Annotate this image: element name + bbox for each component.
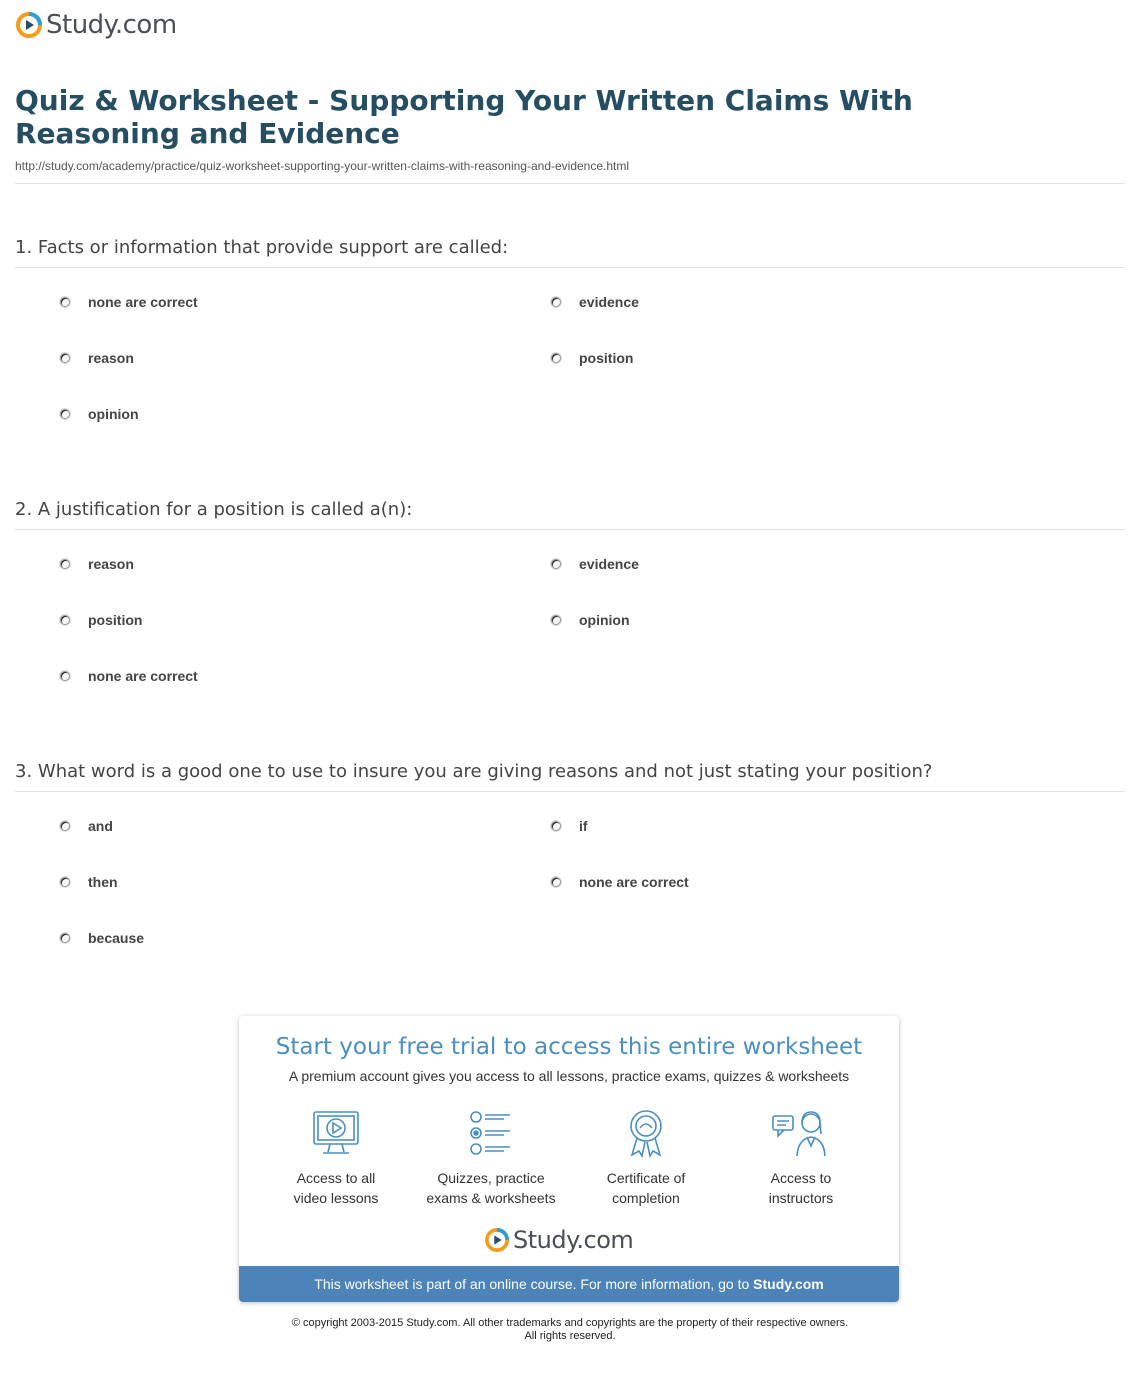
radio-button[interactable] xyxy=(60,821,70,831)
course-info-text: This worksheet is part of an online course. For more information, go to xyxy=(314,1276,754,1292)
free-trial-card xyxy=(239,1016,899,1302)
instructor-icon xyxy=(771,1108,831,1158)
copyright: © copyright 2003-2015 Study.com. All other trademarks and copyrights are the property of their respective owners. All rights reserved. xyxy=(291,1317,849,1342)
feature-label: Access to instructors xyxy=(768,1170,834,1206)
question-2-text: 2. A justification for a position is called a(n): xyxy=(15,499,413,520)
study-logo-text: Study.com xyxy=(513,1226,634,1254)
answer-option[interactable]: none are correct xyxy=(60,668,198,684)
free-trial-subtitle: A premium account gives you access to all lessons, practice exams, quizzes & worksheets xyxy=(288,1068,850,1084)
study-logo-text: Study.com xyxy=(46,10,177,40)
radio-button[interactable] xyxy=(60,409,70,419)
feature-certificate xyxy=(571,1108,721,1208)
feature-label: Access to all video lessons xyxy=(293,1170,379,1206)
radio-button[interactable] xyxy=(60,559,70,569)
radio-button[interactable] xyxy=(60,353,70,363)
page-title: Quiz & Worksheet - Supporting Your Written Claims With Reasoning and Evidence xyxy=(15,84,913,150)
radio-button[interactable] xyxy=(551,297,561,307)
video-lesson-icon xyxy=(311,1108,361,1158)
question-divider xyxy=(15,791,1125,792)
radio-button[interactable] xyxy=(60,297,70,307)
answer-option[interactable]: and xyxy=(60,818,113,834)
answer-option[interactable]: then xyxy=(60,874,118,890)
feature-quizzes xyxy=(416,1108,566,1208)
answer-option[interactable]: evidence xyxy=(551,556,639,572)
feature-label: Certificate of completion xyxy=(606,1170,686,1206)
answer-option[interactable]: if xyxy=(551,818,588,834)
answer-option[interactable]: evidence xyxy=(551,294,639,310)
answer-option[interactable]: because xyxy=(60,930,144,946)
radio-button[interactable] xyxy=(60,933,70,943)
question-divider xyxy=(15,529,1125,530)
question-1-text: 1. Facts or information that provide support are called: xyxy=(15,237,509,258)
study-logo-icon xyxy=(16,12,42,38)
feature-video-lessons xyxy=(261,1108,411,1208)
question-divider xyxy=(15,267,1125,268)
quiz-list-icon xyxy=(466,1108,516,1158)
answer-option[interactable]: position xyxy=(551,350,633,366)
radio-button[interactable] xyxy=(551,877,561,887)
card-study-logo[interactable] xyxy=(485,1226,633,1254)
radio-button[interactable] xyxy=(551,559,561,569)
answer-option[interactable]: opinion xyxy=(551,612,630,628)
answer-option[interactable]: position xyxy=(60,612,142,628)
page-url: http://study.com/academy/practice/quiz-worksheet-supporting-your-written-claims-with-reasoning-and-evidence.html xyxy=(15,159,630,173)
radio-button[interactable] xyxy=(60,877,70,887)
feature-instructors xyxy=(726,1108,876,1208)
question-3-text: 3. What word is a good one to use to insure you are giving reasons and not just stating your position? xyxy=(15,761,933,782)
free-trial-title[interactable]: Start your free trial to access this entire worksheet xyxy=(275,1034,863,1060)
answer-option[interactable]: none are correct xyxy=(551,874,689,890)
answer-option[interactable]: reason xyxy=(60,556,134,572)
study-logo-icon xyxy=(485,1228,509,1252)
answer-option[interactable]: none are correct xyxy=(60,294,198,310)
study-logo[interactable] xyxy=(16,8,177,42)
course-info-bar xyxy=(239,1266,899,1302)
answer-option[interactable]: opinion xyxy=(60,406,139,422)
certificate-icon xyxy=(621,1108,671,1158)
radio-button[interactable] xyxy=(551,353,561,363)
radio-button[interactable] xyxy=(60,671,70,681)
answer-option[interactable]: reason xyxy=(60,350,134,366)
divider xyxy=(15,183,1125,184)
radio-button[interactable] xyxy=(60,615,70,625)
study-link[interactable]: Study.com xyxy=(753,1276,824,1292)
feature-label: Quizzes, practice exams & worksheets xyxy=(426,1170,556,1206)
radio-button[interactable] xyxy=(551,615,561,625)
radio-button[interactable] xyxy=(551,821,561,831)
